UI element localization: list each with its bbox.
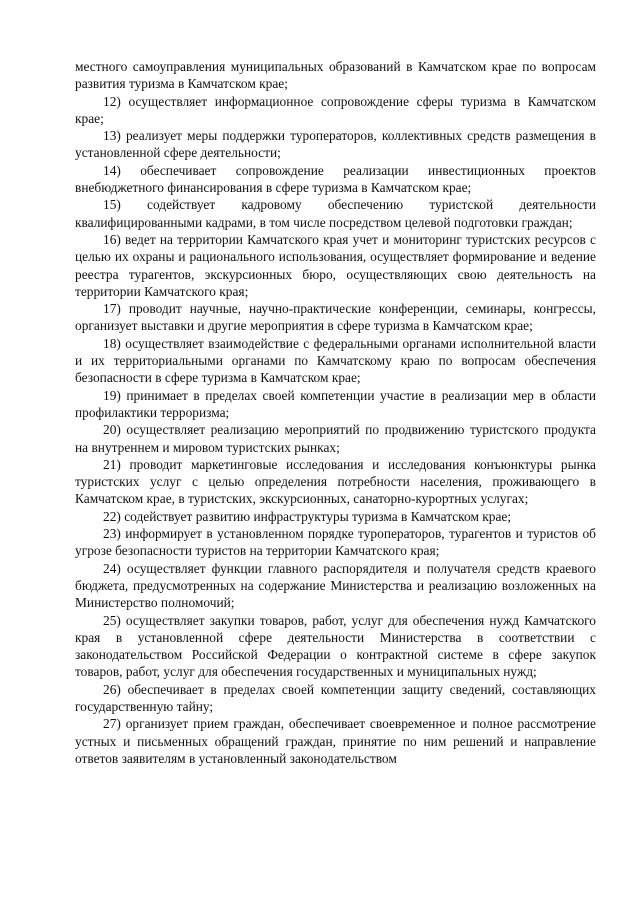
paragraph-item-27: 27) организует прием граждан, обеспечивает своевременное и полное рассмотрение устных и письменных обращений граждан, принятие по ним решений и направление ответов заявителям в установленный законодательством <box>75 716 596 766</box>
paragraph-item-12: 12) осуществляет информационное сопровождение сферы туризма в Камчатском крае; <box>75 93 596 126</box>
paragraph-item-21: 21) проводит маркетинговые исследования и исследования конъюнктуры рынка туристских услуг с целью определения потребности населения, проживающего в Камчатском крае, в туристских, экскурсионных, санаторно-курортных услугах; <box>75 456 596 507</box>
paragraph-item-15: 15) содействует кадровому обеспечению туристской деятельности квалифицированными кадрами, в том числе посредством целевой подготовки граждан; <box>75 197 596 230</box>
paragraph-item-16: 16) ведет на территории Камчатского края учет и мониторинг туристских ресурсов с целью их охраны и рационального использования, осуществляет формирование и ведение реестра турагентов, экскурсионных бюро, осуществляющих свою деятельность на территории Камчатского края; <box>75 231 596 299</box>
paragraph-item-17: 17) проводит научные, научно-практические конференции, семинары, конгрессы, организует выставки и другие мероприятия в сфере туризма в Камчатском крае; <box>75 301 596 334</box>
document-page <box>75 58 596 767</box>
paragraph-item-25: 25) осуществляет закупки товаров, работ, услуг для обеспечения нужд Камчатского края в установленной сфере деятельности Министерства в соответствии с законодательством Российской Федерации о контрактной системе в сфере закупок товаров, работ, услуг для обеспечения государственных и муниципальных нужд; <box>75 612 596 680</box>
paragraph-item-26: 26) обеспечивает в пределах своей компетенции защиту сведений, составляющих государственную тайну; <box>75 681 596 714</box>
paragraph-item-22: 22) содействует развитию инфраструктуры туризма в Камчатском крае; <box>103 508 512 524</box>
paragraph-continuation: местного самоуправления муниципальных образований в Камчатском крае по вопросам развития туризма в Камчатском крае; <box>75 59 596 92</box>
paragraph-item-19: 19) принимает в пределах своей компетенции участие в реализации мер в области профилактики терроризма; <box>75 387 596 420</box>
paragraph-item-24: 24) осуществляет функции главного распорядителя и получателя средств краевого бюджета, предусмотренных на содержание Министерства и реализацию возложенных на Министерство полномочий; <box>75 560 596 611</box>
paragraph-item-13: 13) реализует меры поддержки туроператоров, коллективных средств размещения в установленной сфере деятельности; <box>75 128 596 161</box>
paragraph-item-18: 18) осуществляет взаимодействие с федеральными органами исполнительной власти и их территориальными органами по Камчатскому краю по вопросам обеспечения безопасности в сфере туризма в Камчатском крае; <box>75 335 596 386</box>
paragraph-item-20: 20) осуществляет реализацию мероприятий по продвижению туристского продукта на внутреннем и мировом туристских рынках; <box>75 422 596 455</box>
paragraph-item-14: 14) обеспечивает сопровождение реализации инвестиционных проектов внебюджетного финансирования в сфере туризма в Камчатском крае; <box>75 162 596 196</box>
paragraph-item-23: 23) информирует в установленном порядке туроператоров, турагентов и туристов об угрозе безопасности туристов на территории Камчатского края; <box>75 526 596 559</box>
